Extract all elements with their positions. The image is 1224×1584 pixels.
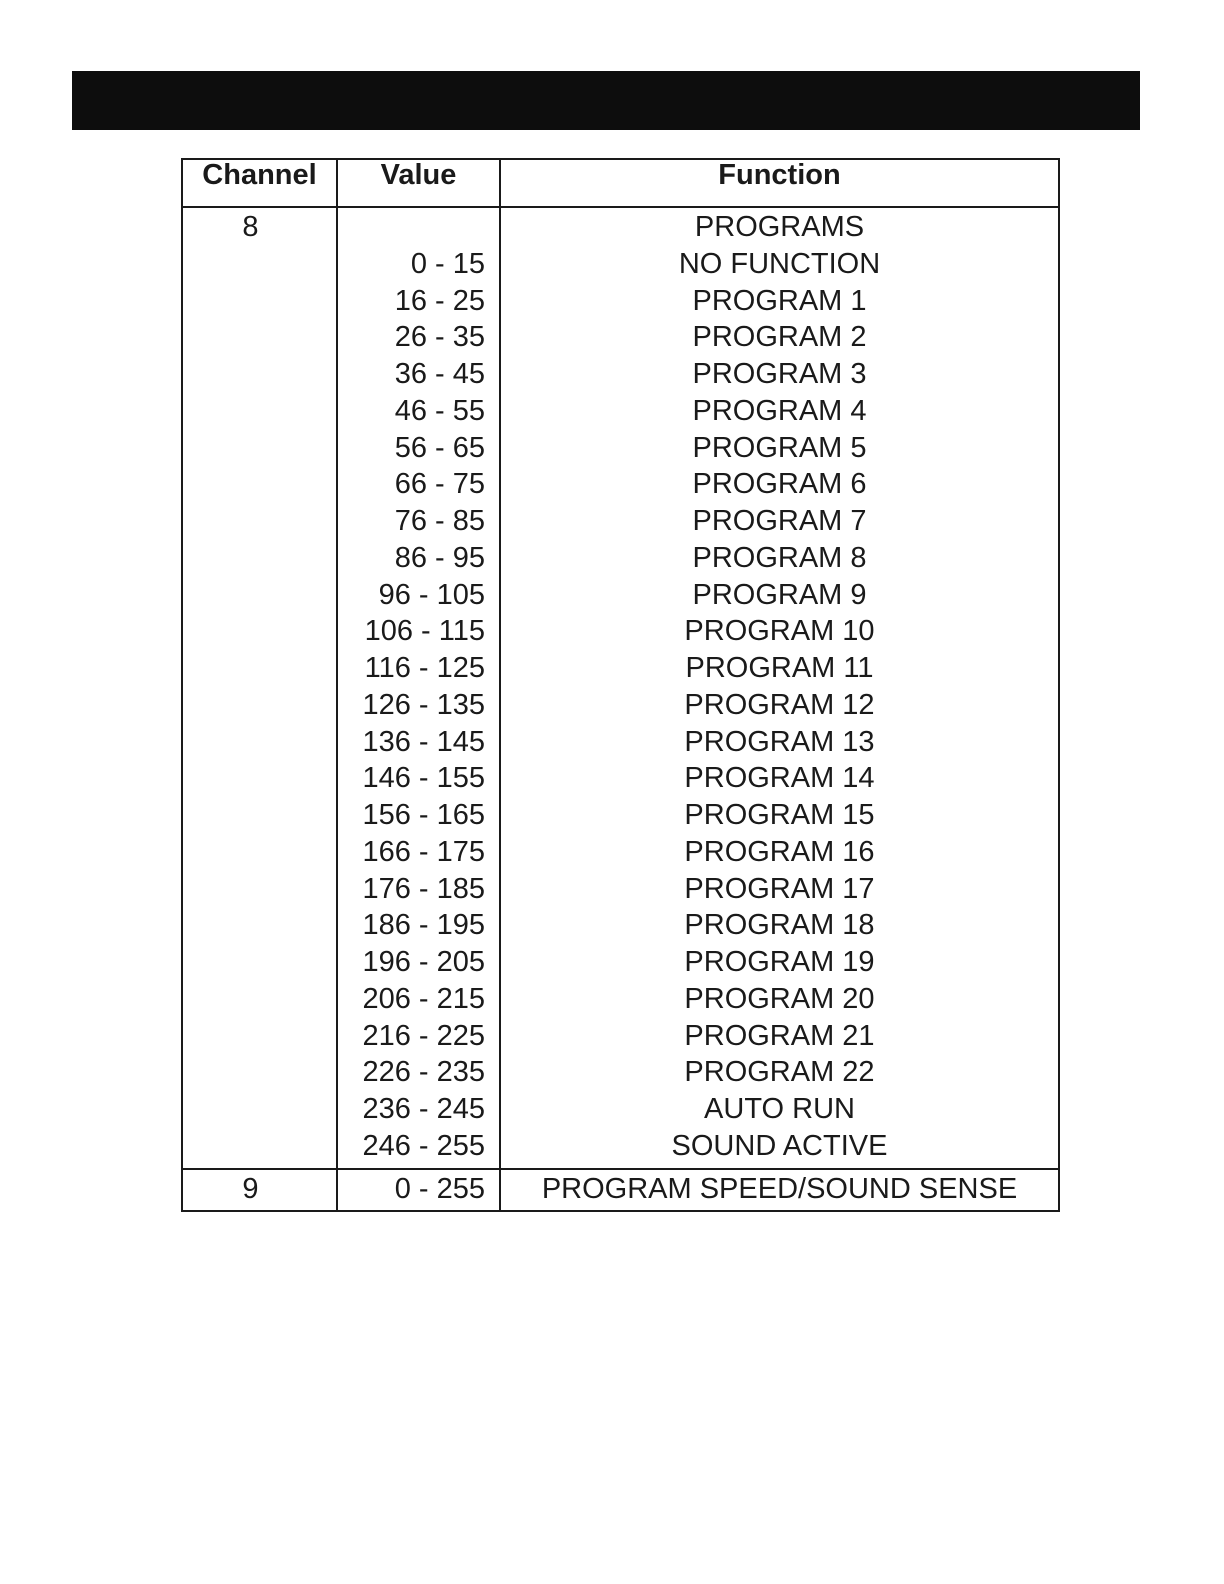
value-cell: 236 - 245	[362, 1093, 485, 1125]
function-cell: PROGRAM 10	[684, 615, 875, 648]
channel-8-group	[183, 208, 1058, 1168]
function-cell: PROGRAM 21	[684, 1019, 875, 1052]
value-cell: 46 - 55	[394, 394, 485, 427]
value-cell: 66 - 75	[394, 468, 485, 501]
dmx-channel-table	[181, 158, 1060, 1212]
value-cell: 226 - 235	[362, 1056, 485, 1089]
value-cell: 106 - 115	[364, 615, 485, 648]
header-function: Function	[718, 159, 841, 191]
value-cell: 56 - 65	[394, 431, 485, 464]
function-cell: PROGRAM 16	[684, 835, 875, 868]
function-cell: PROGRAM 8	[692, 541, 867, 574]
value-cell: 36 - 45	[394, 358, 485, 390]
value-cell: 116 - 125	[364, 652, 485, 684]
value-column	[338, 208, 501, 1168]
function-cell: PROGRAM 22	[684, 1056, 875, 1089]
function-column	[501, 208, 1058, 1168]
function-cell: PROGRAM 18	[684, 909, 875, 942]
value-cell: 206 - 215	[362, 982, 485, 1015]
value-cell: 136 - 145	[362, 725, 485, 758]
table-header-row	[183, 160, 1058, 208]
function-cell: AUTO RUN	[704, 1093, 855, 1125]
value-cell: 0 - 15	[410, 247, 485, 280]
function-cell: PROGRAM 4	[692, 394, 867, 427]
function-cell: PROGRAM 14	[684, 762, 875, 795]
function-cell: PROGRAM 11	[685, 652, 874, 684]
function-cell: SOUND ACTIVE	[671, 1129, 888, 1162]
function-cell: PROGRAM 17	[684, 872, 875, 905]
value-cell: 216 - 225	[362, 1019, 485, 1052]
function-cell: PROGRAM SPEED/SOUND SENSE	[541, 1172, 1018, 1205]
value-cell: 96 - 105	[378, 578, 485, 611]
value-cell: 186 - 195	[362, 909, 485, 942]
value-cell: 196 - 205	[362, 946, 485, 978]
value-column	[338, 1170, 501, 1210]
function-cell: PROGRAM 7	[692, 505, 867, 537]
function-cell: PROGRAM 3	[692, 358, 867, 390]
value-cell: 86 - 95	[394, 541, 485, 574]
function-cell: PROGRAM 6	[692, 468, 867, 501]
value-cell: 166 - 175	[362, 835, 485, 868]
value-cell: 26 - 35	[394, 321, 485, 354]
header-value: Value	[338, 160, 501, 206]
function-cell: PROGRAM 5	[692, 431, 867, 464]
group-title: PROGRAMS	[694, 211, 865, 243]
function-cell: PROGRAM 13	[684, 725, 875, 758]
header-channel: Channel	[183, 160, 338, 206]
value-cell: 126 - 135	[362, 688, 485, 721]
value-spacer	[338, 211, 499, 248]
function-cell: PROGRAM 9	[692, 578, 867, 611]
function-cell: PROGRAM 20	[684, 982, 875, 1015]
function-cell: PROGRAM 2	[692, 321, 867, 354]
header-bar	[72, 71, 1140, 130]
channel-number: 9	[183, 1170, 338, 1210]
channel-number: 8	[183, 208, 338, 1168]
value-cell: 246 - 255	[362, 1129, 485, 1162]
function-cell: NO FUNCTION	[678, 247, 881, 280]
function-column	[501, 1170, 1058, 1210]
function-cell: PROGRAM 12	[684, 688, 875, 721]
value-cell: 16 - 25	[394, 284, 485, 317]
value-cell: 76 - 85	[394, 505, 485, 537]
function-cell: PROGRAM 1	[692, 284, 867, 317]
value-cell: 0 - 255	[394, 1172, 485, 1205]
channel-9-group	[183, 1168, 1058, 1210]
function-cell: PROGRAM 19	[684, 946, 875, 978]
function-cell: PROGRAM 15	[684, 799, 875, 831]
value-cell: 146 - 155	[362, 762, 485, 795]
value-cell: 156 - 165	[362, 799, 485, 831]
value-cell: 176 - 185	[362, 872, 485, 905]
